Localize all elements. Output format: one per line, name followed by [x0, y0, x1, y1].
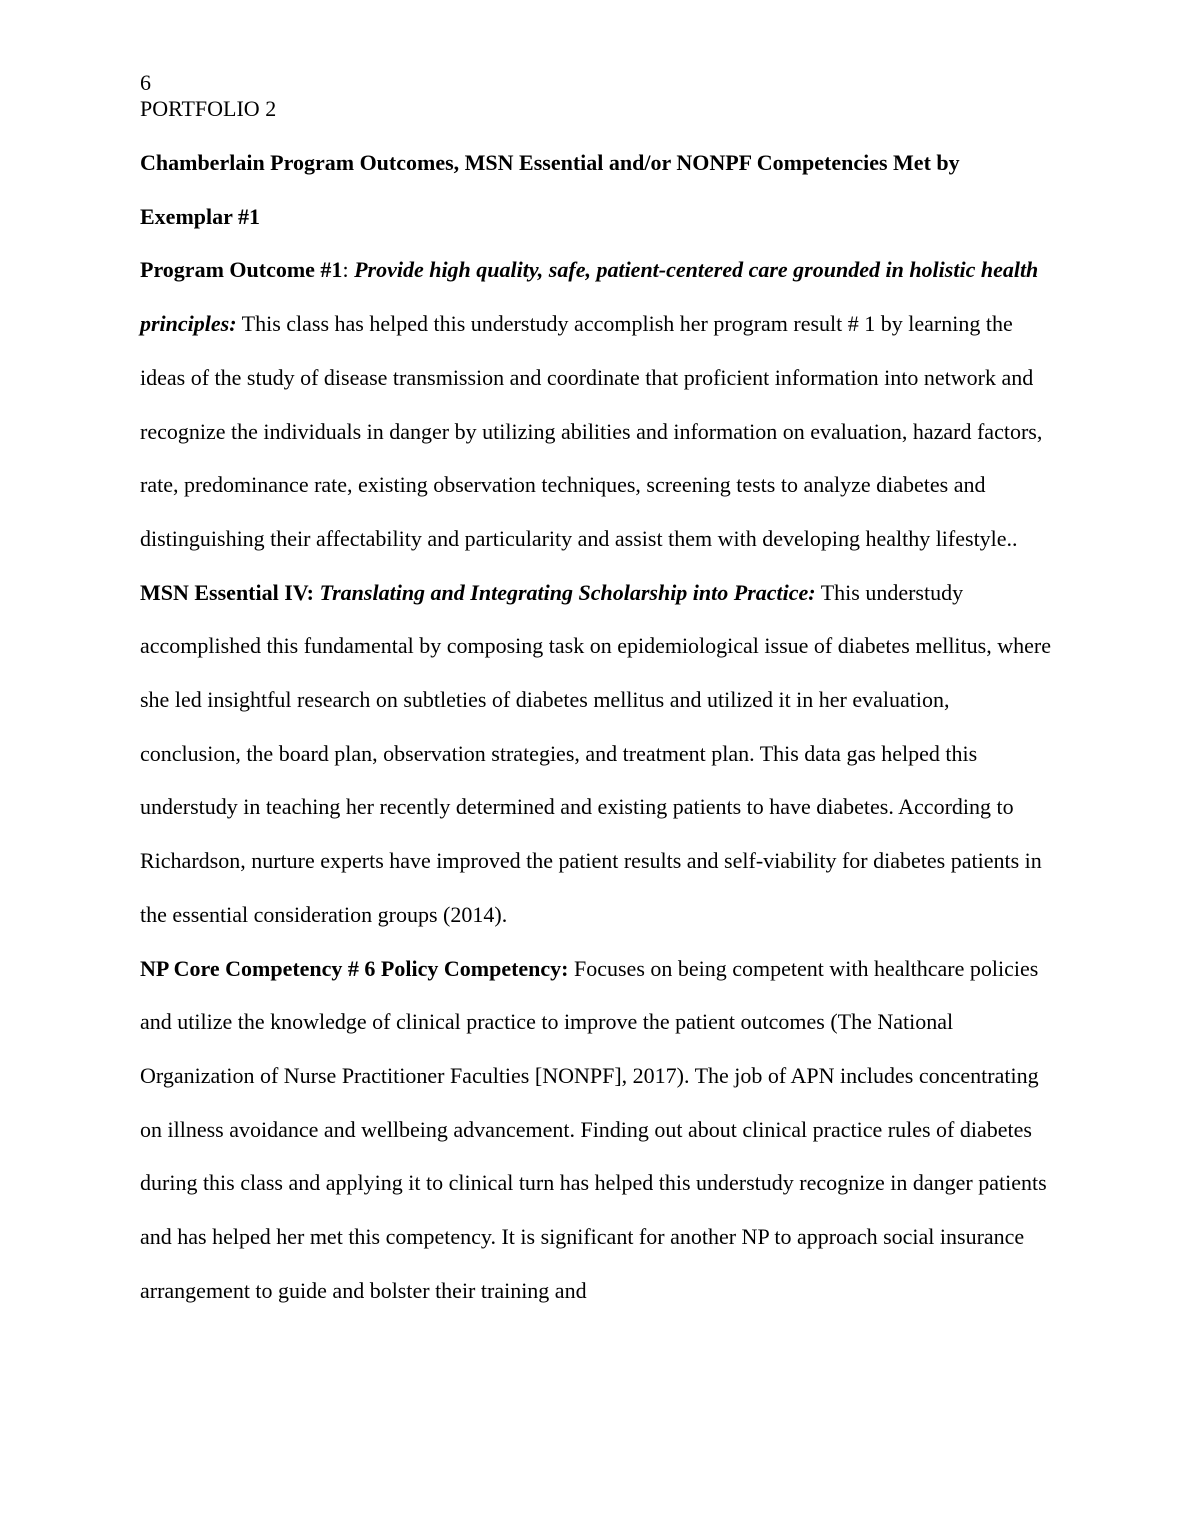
msn-essential-title: Translating and Integrating Scholarship into Practice: — [314, 579, 816, 605]
page-header — [140, 70, 276, 122]
running-head: PORTFOLIO 2 — [140, 96, 277, 121]
np-core-paragraph — [140, 942, 1055, 1318]
page-number: 6 — [140, 70, 151, 95]
msn-essential-paragraph — [140, 566, 1055, 942]
np-core-label: NP Core Competency # 6 Policy Competency: — [140, 955, 569, 981]
program-outcome-text: This class has helped this understudy accomplish her program result # 1 by learning the ideas of the study of disease transmission and coordinate that proficient information into network and recognize the individuals in danger by utilizing abilities and information on evaluation, hazard factors, rate, predominance rate, existing observation techniques, screening tests to analyze diabetes and distinguishing their affectability and particularity and assist them with developing healthy lifestyle.. — [140, 311, 1043, 551]
section-heading — [140, 136, 1055, 243]
np-core-text: Focuses on being competent with healthcare policies and utilize the knowledge of clinical practice to improve the patient outcomes (The National Organization of Nurse Practitioner Faculties [NONPF], 2017). The job of APN includes concentrating on illness avoidance and wellbeing advancement. Finding out about clinical practice rules of diabetes during this class and applying it to clinical turn has helped this understudy recognize in danger patients and has helped her met this competency. It is significant for another NP to approach social insurance arrangement to guide and bolster their training and — [140, 955, 1047, 1303]
msn-essential-text: This understudy accomplished this fundamental by composing task on epidemiological issue of diabetes mellitus, where she led insightful research on subtleties of diabetes mellitus and utilized it in her evaluation, conclusion, the board plan, observation strategies, and treatment plan. This data gas helped this understudy in teaching her recently determined and existing patients to have diabetes. According to Richardson, nurture experts have improved the patient results and self-viability for diabetes patients in the essential consideration groups (2014). — [140, 579, 1051, 927]
program-outcome-label: Program Outcome #1 — [140, 257, 343, 283]
program-outcome-title: Provide high quality, safe, patient-centered care grounded in holistic health principles: — [140, 257, 1039, 337]
program-outcome-colon: : — [342, 257, 355, 283]
heading-text: Chamberlain Program Outcomes, MSN Essential and/or NONPF Competencies Met by Exemplar #1 — [140, 150, 960, 229]
document-body — [140, 136, 1055, 1317]
program-outcome-paragraph — [140, 243, 1055, 565]
msn-essential-label: MSN Essential IV: — [140, 579, 314, 605]
